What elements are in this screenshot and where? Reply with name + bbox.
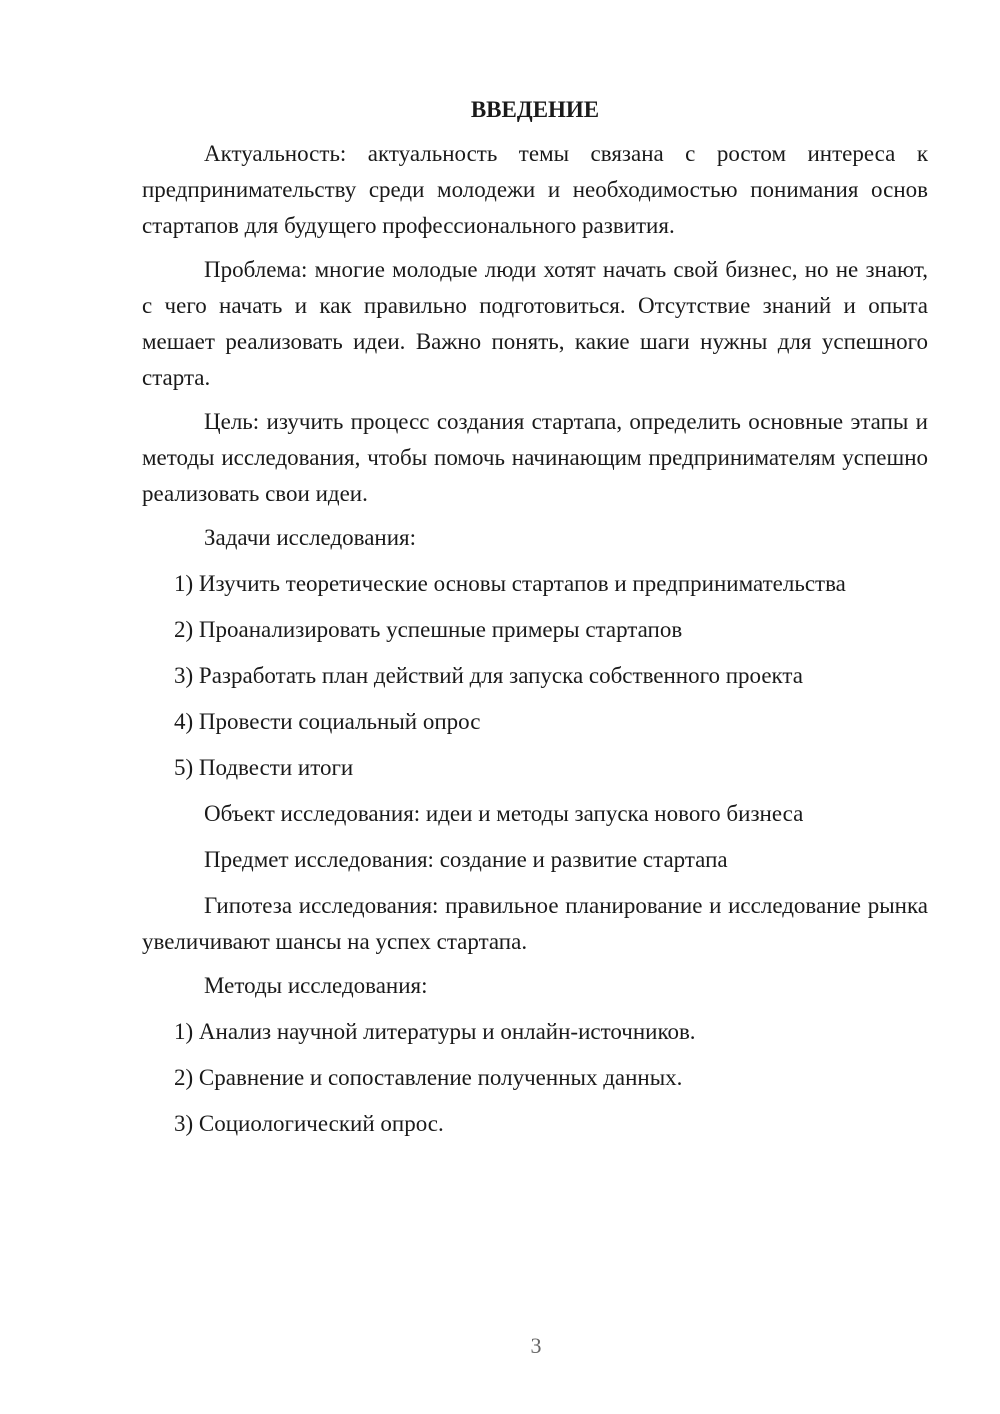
list-item: 1) Анализ научной литературы и онлайн-источников. — [174, 1019, 696, 1044]
list-item: 2) Сравнение и сопоставление полученных данных. — [174, 1065, 683, 1090]
page-number: 3 — [530, 1333, 542, 1358]
subject-line: Предмет исследования: создание и развитие стартапа — [204, 847, 728, 872]
tasks-list — [142, 566, 928, 786]
tasks-label: Задачи исследования: — [204, 525, 417, 550]
page-content — [142, 92, 928, 1152]
list-item: 3) Социологический опрос. — [174, 1111, 444, 1136]
methods-list — [142, 1014, 928, 1142]
relevance-paragraph: Актуальность: актуальность темы связана с ростом интереса к предпринимательству среди молодежи и необходимостью понимания основ стартапов для будущего профессионального развития. — [142, 141, 928, 238]
object-line: Объект исследования: идеи и методы запуска нового бизнеса — [204, 801, 804, 826]
list-item: 4) Провести социальный опрос — [174, 709, 481, 734]
problem-paragraph: Проблема: многие молодые люди хотят начать свой бизнес, но не знают, с чего начать и как правильно подготовиться. Отсутствие знаний и опыта мешает реализовать идеи. Важно понять, какие шаги нужны для успешного старта. — [142, 257, 928, 390]
section-heading: ВВЕДЕНИЕ — [470, 97, 600, 122]
hypothesis-paragraph: Гипотеза исследования: правильное планирование и исследование рынка увеличивают шансы на успех стартапа. — [142, 893, 928, 954]
list-item: 3) Разработать план действий для запуска собственного проекта — [174, 663, 803, 688]
goal-paragraph: Цель: изучить процесс создания стартапа, определить основные этапы и методы исследования, чтобы помочь начинающим предпринимателям успешно реализовать свои идеи. — [142, 409, 928, 506]
methods-label: Методы исследования: — [204, 973, 428, 998]
list-item: 1) Изучить теоретические основы стартапов и предпринимательства — [174, 571, 846, 596]
list-item: 2) Проанализировать успешные примеры стартапов — [174, 617, 683, 642]
list-item: 5) Подвести итоги — [174, 755, 354, 780]
